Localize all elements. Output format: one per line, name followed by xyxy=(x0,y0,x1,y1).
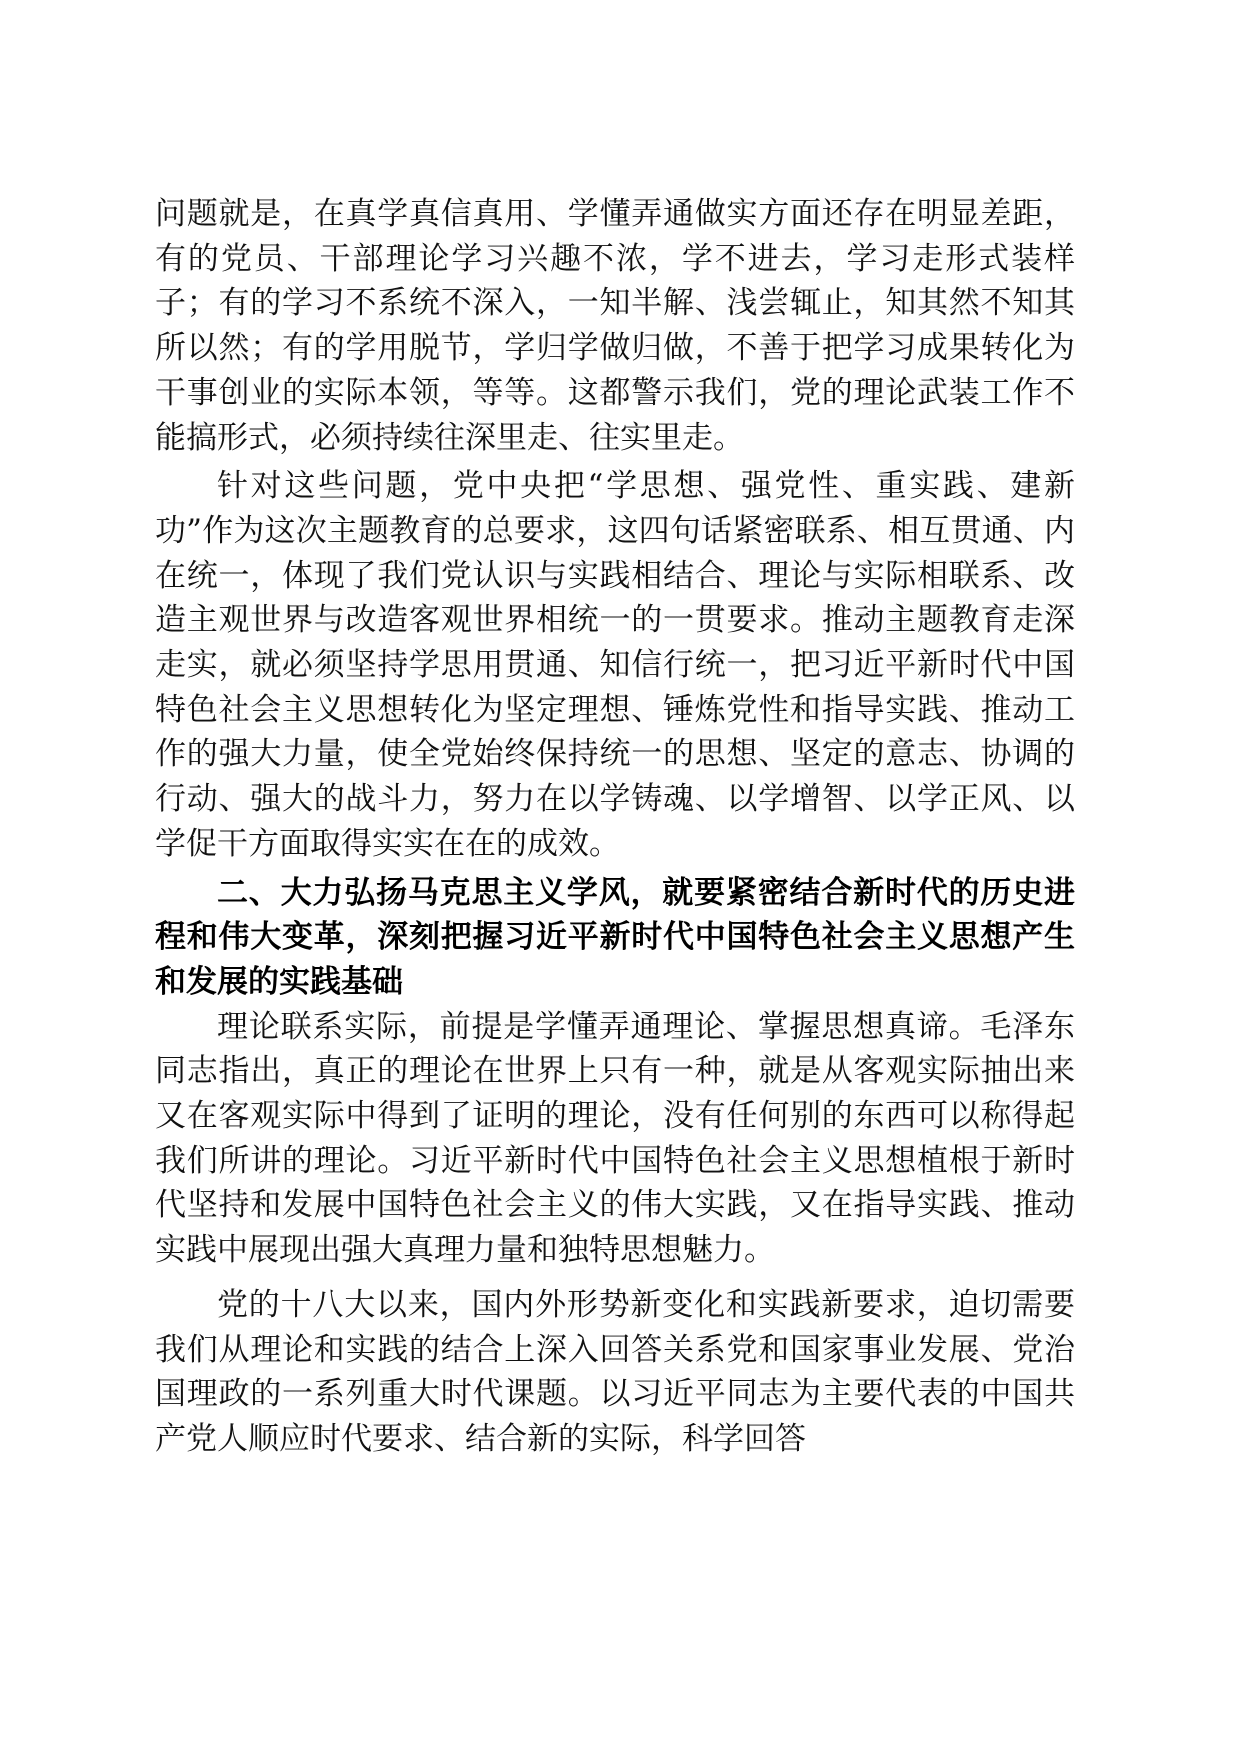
paragraph-eighteenth-congress: 党的十八大以来，国内外形势新变化和实践新要求，迫切需要我们从理论和实践的结合上深入回答关系党和国家事业发展、党治国理政的一系列重大时代课题。以习近平同志为主要代表的中国共产党人顺应时代要求、结合新的实际，科学回答 xyxy=(155,1286,1075,1457)
section-heading-2: 二、大力弘扬马克思主义学风，就要紧密结合新时代的历史进程和伟大变革，深刻把握习近平新时代中国特色社会主义思想产生和发展的实践基础 xyxy=(155,874,1075,1000)
paragraph-continued: 问题就是，在真学真信真用、学懂弄通做实方面还存在明显差距，有的党员、干部理论学习兴趣不浓，学不进去，学习走形式装样子；有的学习不系统不深入，一知半解、浅尝辄止，知其然不知其所以然；有的学用脱节，学归学做归做，不善于把学习成果转化为干事创业的实际本领，等等。这都警示我们，党的理论武装工作不能搞形式，必须持续往深里走、往实里走。 xyxy=(155,196,1075,456)
paragraph-requirements: 针对这些问题，党中央把“学思想、强党性、重实践、建新功”作为这次主题教育的总要求，这四句话紧密联系、相互贯通、内在统一，体现了我们党认识与实践相结合、理论与实际相联系、改造主观世界与改造客观世界相统一的一贯要求。推动主题教育走深走实，就必须坚持学思用贯通、知信行统一，把习近平新时代中国特色社会主义思想转化为坚定理想、锤炼党性和指导实践、推动工作的强大力量，使全党始终保持统一的思想、坚定的意志、协调的行动、强大的战斗力，努力在以学铸魂、以学增智、以学正风、以学促干方面取得实实在在的成效。 xyxy=(155,468,1075,862)
document-body xyxy=(155,192,1075,1462)
paragraph-theory-practice: 理论联系实际，前提是学懂弄通理论、掌握思想真谛。毛泽东同志指出，真正的理论在世界上只有一种，就是从客观实际抽出来又在客观实际中得到了证明的理论，没有任何别的东西可以称得起我们所讲的理论。习近平新时代中国特色社会主义思想植根于新时代坚持和发展中国特色社会主义的伟大实践，又在指导实践、推动实践中展现出强大真理力量和独特思想魅力。 xyxy=(155,1008,1075,1269)
